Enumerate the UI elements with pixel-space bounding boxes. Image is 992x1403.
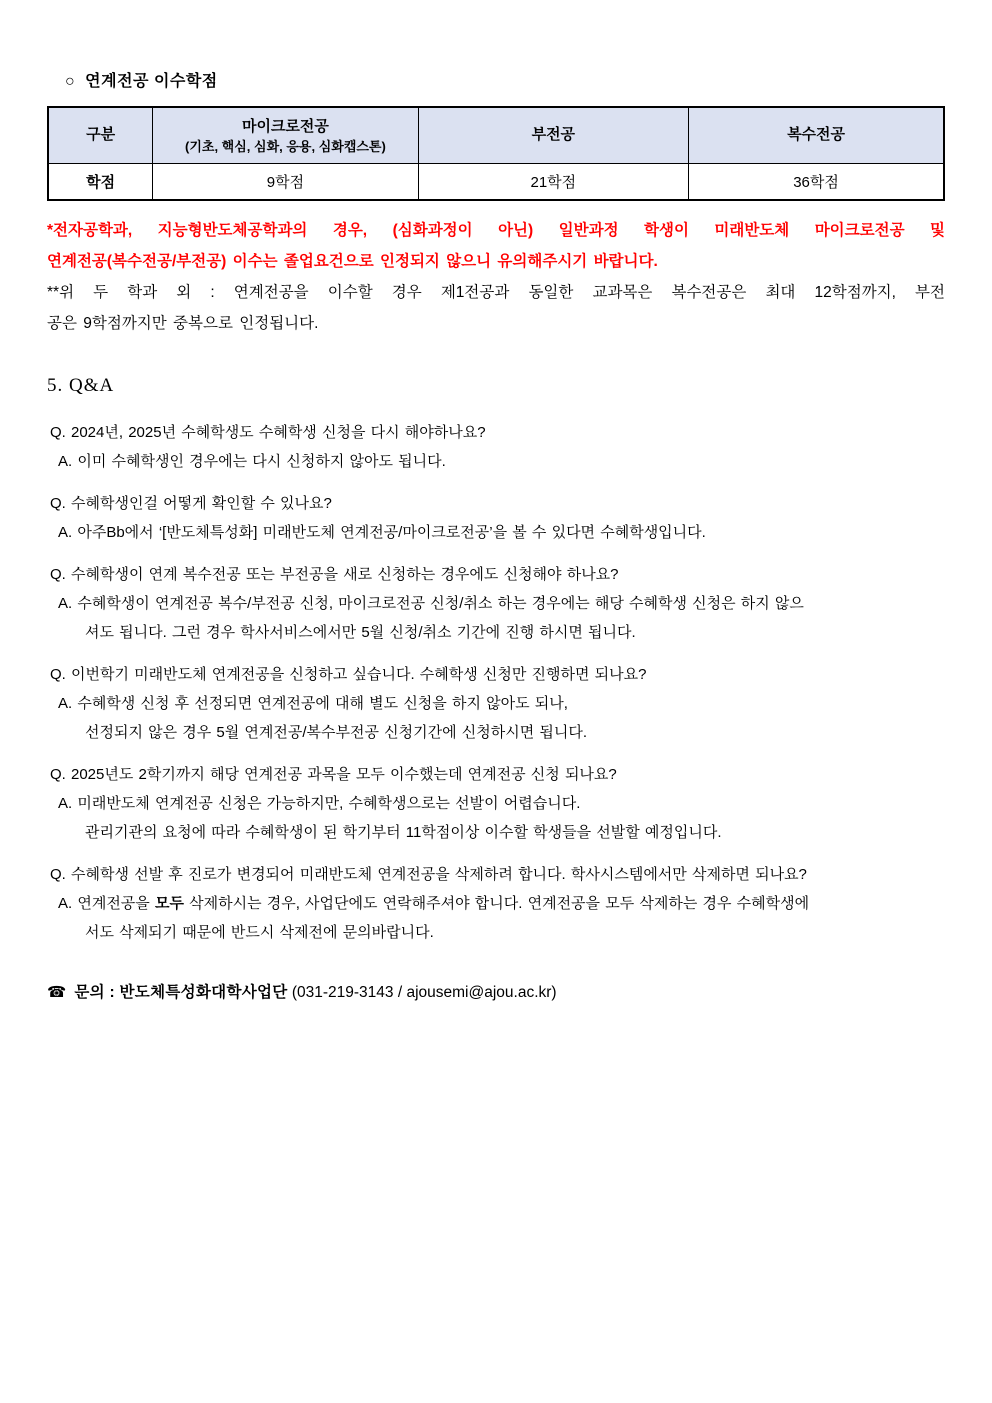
qa-item — [47, 760, 945, 847]
qa-answer-continuation: 관리기관의 요청에 따라 수혜학생이 된 학기부터 11학점이상 이수할 학생들을 선발할 예정입니다. — [85, 824, 722, 841]
contact-line — [47, 980, 945, 1002]
qa-answer: A. 수혜학생 신청 후 선정되면 연계전공에 대해 별도 신청을 하지 않아도 되나, — [58, 695, 568, 712]
warning-note-line: *전자공학과, 지능형반도체공학과의 경우, (심화과정이 아닌) 일반과정 학생이 미래반도체 마이크로전공 및 — [47, 222, 945, 239]
info-note-line: 공은 9학점까지만 중복으로 인정됩니다. — [47, 315, 319, 332]
contact-detail: (031-219-3143 / ajousemi@ajou.ac.kr) — [287, 984, 557, 1001]
answer-text-segment: 삭제하시는 경우, 사업단에도 연락해주셔야 합니다. 연계전공을 모두 삭제하는 경우 수혜학생에 — [183, 895, 810, 912]
cell-minor-credits: 21학점 — [418, 163, 689, 200]
answer-text-segment: A. 연계전공을 — [58, 895, 155, 912]
qa-answer: A. 아주Bb에서 ‘[반도체특성화] 미래반도체 연계전공/마이크로전공’을 볼 수 있다면 수혜학생입니다. — [58, 524, 706, 541]
qa-answer: A. 미래반도체 연계전공 신청은 가능하지만, 수혜학생으로는 선발이 어렵습니다. — [58, 795, 581, 812]
qa-section-title: 5. Q&A — [47, 375, 115, 396]
col-header-category: 구분 — [48, 107, 153, 163]
qa-question: Q. 이번학기 미래반도체 연계전공을 신청하고 싶습니다. 수혜학생 신청만 진행하면 되나요? — [50, 666, 647, 683]
row-header-credits: 학점 — [48, 163, 153, 200]
warning-note-line: 연계전공(복수전공/부전공) 이수는 졸업요건으로 인정되지 않으니 유의해주시기 바랍니다. — [47, 253, 658, 270]
qa-question: Q. 수혜학생인걸 어떻게 확인할 수 있나요? — [50, 495, 332, 512]
qa-question: Q. 2025년도 2학기까지 해당 연계전공 과목을 모두 이수했는데 연계전공 신청 되나요? — [50, 766, 617, 783]
credits-table — [47, 106, 945, 201]
info-note-black — [47, 277, 945, 339]
qa-question: Q. 수혜학생 선발 후 진로가 변경되어 미래반도체 연계전공을 삭제하려 합니다. 학사시스템에서만 삭제하면 되나요? — [50, 866, 807, 883]
warning-note-red — [47, 215, 945, 277]
micro-major-title: 마이크로전공 — [241, 117, 329, 135]
qa-item — [47, 418, 945, 476]
qa-item — [47, 560, 945, 647]
info-note-line: **위 두 학과 외 : 연계전공을 이수할 경우 제1전공과 동일한 교과목은 복수전공은 최대 12학점까지, 부전 — [47, 284, 945, 301]
emphasis-bold-text: 모두 — [154, 895, 184, 912]
section-heading — [47, 68, 945, 91]
cell-micro-credits: 9학점 — [153, 163, 418, 200]
qa-answer-continuation: 서도 삭제되기 때문에 반드시 삭제전에 문의바랍니다. — [85, 924, 434, 941]
col-header-minor: 부전공 — [418, 107, 689, 163]
contact-label: 문의 : 반도체특성화대학사업단 — [74, 984, 288, 1001]
micro-major-subtitle: (기초, 핵심, 심화, 응용, 심화캡스톤) — [185, 138, 386, 154]
qa-list — [47, 418, 945, 947]
qa-question: Q. 2024년, 2025년 수혜학생도 수혜학생 신청을 다시 해야하나요? — [50, 424, 486, 441]
phone-icon: ☎ — [47, 984, 67, 1001]
qa-item — [47, 489, 945, 547]
section-heading-label: 연계전공 이수학점 — [85, 73, 218, 90]
table-row — [48, 163, 944, 200]
qa-answer: A. 수혜학생이 연계전공 복수/부전공 신청, 마이크로전공 신청/취소 하는 경우에는 해당 수혜학생 신청은 하지 않으 — [58, 595, 804, 612]
qa-answer-continuation: 선정되지 않은 경우 5월 연계전공/복수부전공 신청기간에 신청하시면 됩니다. — [85, 724, 588, 741]
col-header-micro-major — [153, 107, 418, 163]
qa-answer-continuation: 셔도 됩니다. 그런 경우 학사서비스에서만 5월 신청/취소 기간에 진행 하시면 됩니다. — [85, 624, 636, 641]
qa-item — [47, 860, 945, 947]
qa-answer — [47, 889, 945, 918]
qa-answer: A. 이미 수혜학생인 경우에는 다시 신청하지 않아도 됩니다. — [58, 453, 446, 470]
notes-section — [47, 215, 945, 339]
table-header-row — [48, 107, 944, 163]
cell-double-credits: 36학점 — [689, 163, 944, 200]
qa-question: Q. 수혜학생이 연계 복수전공 또는 부전공을 새로 신청하는 경우에도 신청해야 하나요? — [50, 566, 619, 583]
circle-bullet-icon: ○ — [65, 73, 76, 90]
qa-item — [47, 660, 945, 747]
col-header-double-major: 복수전공 — [689, 107, 944, 163]
